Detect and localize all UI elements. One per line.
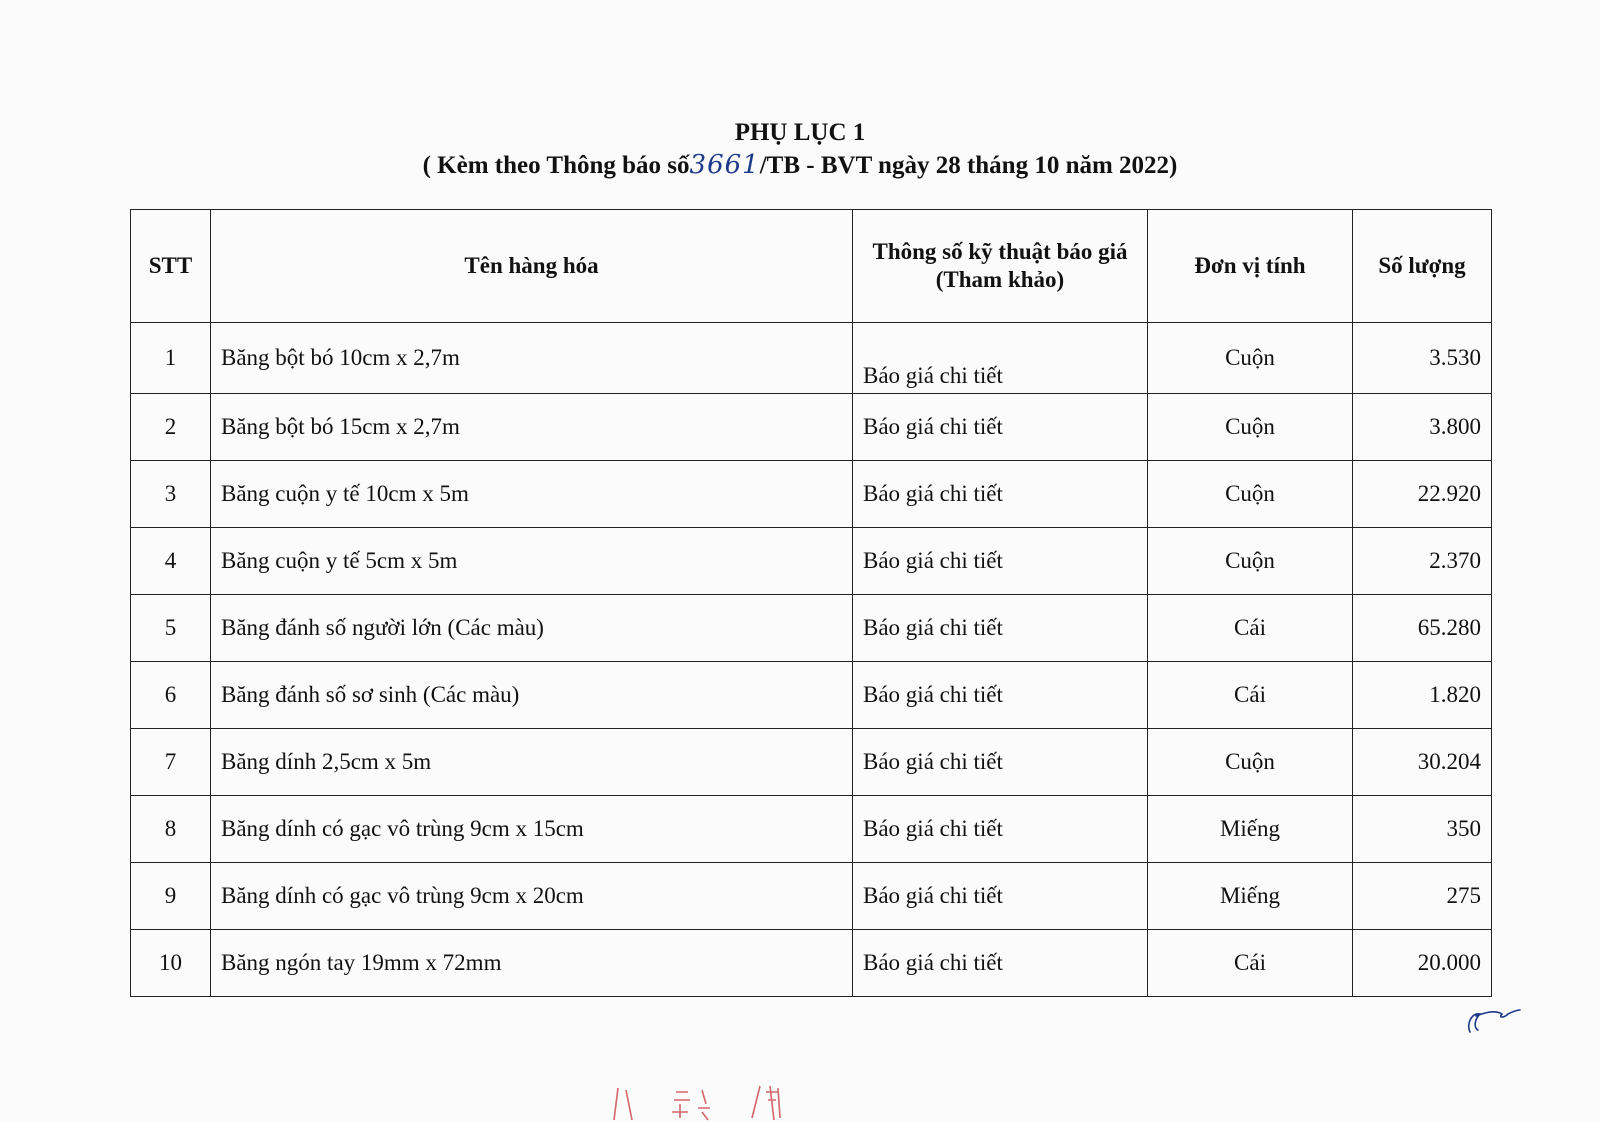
appendix-title: PHỤ LỤC 1: [734, 119, 866, 146]
cell-unit: Cuộn: [1148, 729, 1353, 796]
cell-name: Băng bột bó 10cm x 2,7m: [211, 323, 853, 394]
cell-spec: Báo giá chi tiết: [853, 595, 1148, 662]
subtitle-prefix: ( Kèm theo Thông báo số: [422, 152, 690, 179]
cell-stt: 5: [131, 595, 211, 662]
cell-name: Băng đánh số người lớn (Các màu): [211, 595, 853, 662]
cell-spec: Báo giá chi tiết: [853, 461, 1148, 528]
cell-spec: Báo giá chi tiết: [853, 394, 1148, 461]
cell-spec: Báo giá chi tiết: [853, 930, 1148, 997]
cell-unit: Cái: [1148, 662, 1353, 729]
col-header-spec: [853, 210, 1148, 323]
cell-qty: 350: [1353, 796, 1492, 863]
cell-qty: 20.000: [1353, 930, 1492, 997]
col-header-stt: STT: [131, 210, 211, 323]
table-row: [131, 461, 1492, 528]
cell-name: Băng dính có gạc vô trùng 9cm x 15cm: [211, 796, 853, 863]
handwritten-initials-mark: [1462, 1002, 1522, 1036]
table-row: [131, 394, 1492, 461]
cell-qty: 22.920: [1353, 461, 1492, 528]
cell-spec: Báo giá chi tiết: [853, 729, 1148, 796]
appendix-subtitle: [0, 150, 1600, 181]
cell-name: Băng dính có gạc vô trùng 9cm x 20cm: [211, 863, 853, 930]
table-row: [131, 595, 1492, 662]
cell-unit: Cuộn: [1148, 394, 1353, 461]
cell-qty: 275: [1353, 863, 1492, 930]
cell-spec: Báo giá chi tiết: [853, 863, 1148, 930]
cell-stt: 1: [131, 323, 211, 394]
goods-table: [130, 209, 1492, 997]
table-row: [131, 323, 1492, 394]
cell-name: Băng bột bó 15cm x 2,7m: [211, 394, 853, 461]
col-header-unit: Đơn vị tính: [1148, 210, 1353, 323]
cell-qty: 2.370: [1353, 528, 1492, 595]
cell-name: Băng cuộn y tế 10cm x 5m: [211, 461, 853, 528]
cell-unit: Cái: [1148, 595, 1353, 662]
cell-spec: Báo giá chi tiết: [853, 323, 1148, 394]
table-header-row: [131, 210, 1492, 323]
table-row: [131, 528, 1492, 595]
cell-unit: Cuộn: [1148, 528, 1353, 595]
cell-stt: 9: [131, 863, 211, 930]
table-row: [131, 729, 1492, 796]
cell-name: Băng dính 2,5cm x 5m: [211, 729, 853, 796]
cell-qty: 1.820: [1353, 662, 1492, 729]
cell-unit: Cuộn: [1148, 323, 1353, 394]
handwritten-notice-number: 3661: [689, 150, 760, 180]
cell-unit: Miếng: [1148, 863, 1353, 930]
cell-stt: 4: [131, 528, 211, 595]
cell-stt: 6: [131, 662, 211, 729]
table-row: [131, 662, 1492, 729]
cell-stt: 2: [131, 394, 211, 461]
col-header-name: Tên hàng hóa: [211, 210, 853, 323]
cell-name: Băng đánh số sơ sinh (Các màu): [211, 662, 853, 729]
cell-spec: Báo giá chi tiết: [853, 528, 1148, 595]
cell-spec: Báo giá chi tiết: [853, 796, 1148, 863]
cell-name: Băng ngón tay 19mm x 72mm: [211, 930, 853, 997]
subtitle-suffix: /TB - BVT ngày 28 tháng 10 năm 2022): [759, 152, 1178, 179]
cell-stt: 7: [131, 729, 211, 796]
cell-qty: 3.530: [1353, 323, 1492, 394]
cell-unit: Miếng: [1148, 796, 1353, 863]
table-row: [131, 863, 1492, 930]
cell-qty: 3.800: [1353, 394, 1492, 461]
cell-qty: 65.280: [1353, 595, 1492, 662]
cell-unit: Cuộn: [1148, 461, 1353, 528]
table-row: [131, 796, 1492, 863]
red-stamp-fragment: [610, 1082, 800, 1122]
cell-stt: 10: [131, 930, 211, 997]
col-header-spec-line1: Thông số kỹ thuật báo giá: [872, 239, 1128, 264]
cell-stt: 8: [131, 796, 211, 863]
col-header-spec-line2: (Tham khảo): [935, 267, 1065, 292]
cell-stt: 3: [131, 461, 211, 528]
cell-unit: Cái: [1148, 930, 1353, 997]
col-header-qty: Số lượng: [1353, 210, 1492, 323]
cell-qty: 30.204: [1353, 729, 1492, 796]
cell-spec: Báo giá chi tiết: [853, 662, 1148, 729]
cell-name: Băng cuộn y tế 5cm x 5m: [211, 528, 853, 595]
table-row: [131, 930, 1492, 997]
